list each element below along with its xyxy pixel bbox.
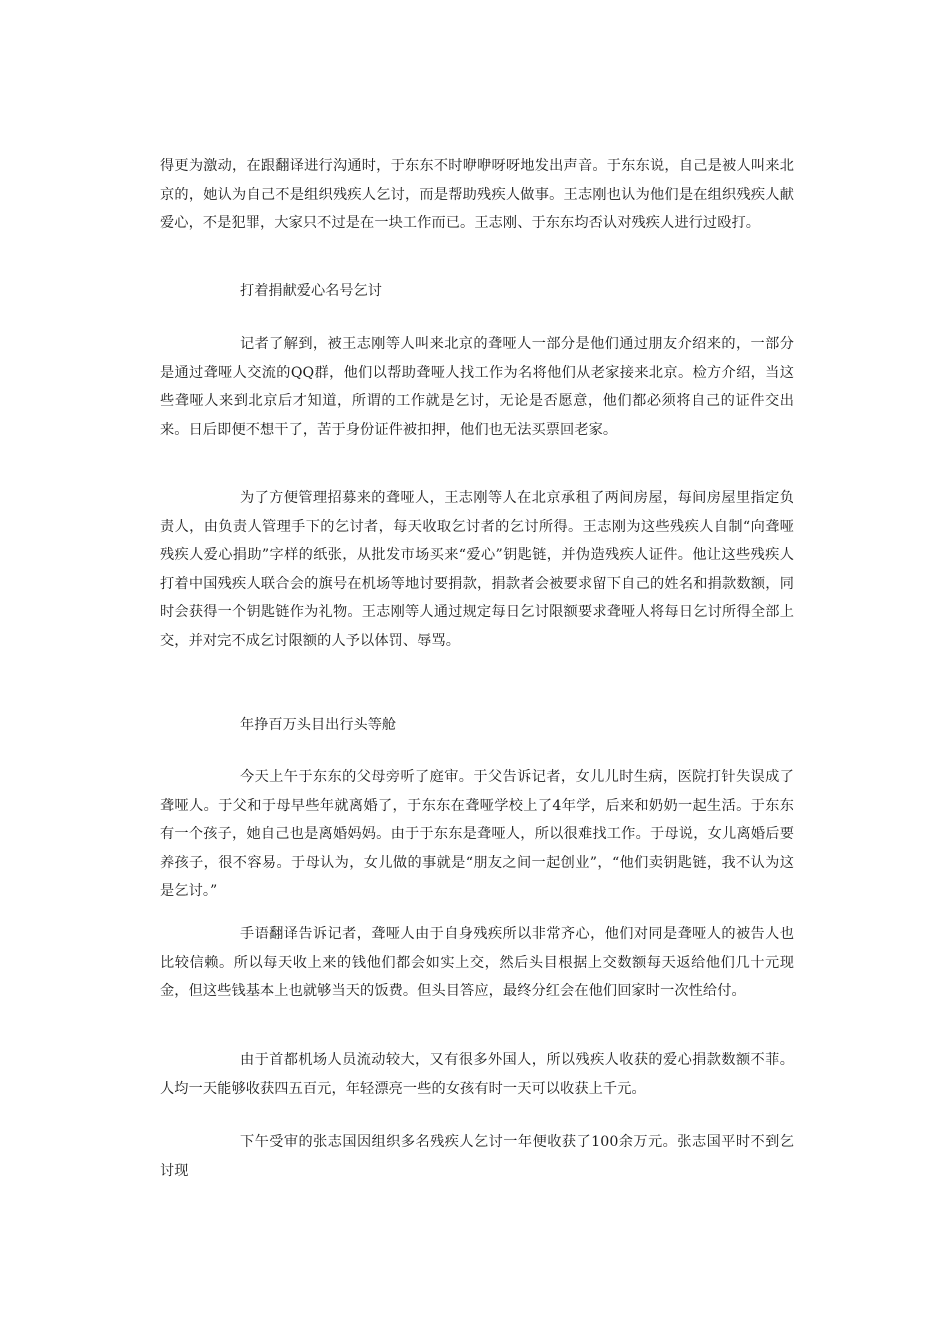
paragraph-6: 由于首都机场人员流动较大，又有很多外国人，所以残疾人收获的爱心捐款数额不菲。人均一天能够收获四五百元，年轻漂亮一些的女孩有时一天可以收获上千元。 xyxy=(160,1052,794,1097)
paragraph-3: 为了方便管理招募来的聋哑人，王志刚等人在北京承租了两间房屋，每间房屋里指定负责人，由负责人管理手下的乞讨者，每天收取乞讨者的乞讨所得。王志刚为这些残疾人自制“向聋哑残疾人爱心捐助”字样的纸张，从批发市场买来“爱心”钥匙链，并伪造残疾人证件。他让这些残疾人打着中国残疾人联合会的旗号在机场等地讨要捐款，捐款者会被要求留下自己的姓名和捐款数额，同时会获得一个钥匙链作为礼物。王志刚等人通过规定每日乞讨限额要求聋哑人将每日乞讨所得全部上交，并对完不成乞讨限额的人予以体罚、辱骂。 xyxy=(160,490,794,649)
section-heading-2: 年挣百万头目出行头等舱 xyxy=(240,717,397,733)
section-heading-1: 打着捐献爱心名号乞讨 xyxy=(240,283,382,299)
paragraph-5: 手语翻译告诉记者，聋哑人由于自身残疾所以非常齐心，他们对同是聋哑人的被告人也比较信赖。所以每天收上来的钱他们都会如实上交，然后头目根据上交数额每天返给他们几十元现金，但这些钱基本上也就够当天的饭费。但头目答应，最终分红会在他们回家时一次性给付。 xyxy=(160,926,794,1000)
paragraph-4: 今天上午于东东的父母旁听了庭审。于父告诉记者，女儿儿时生病，医院打针失误成了聋哑人。于父和于母早些年就离婚了，于东东在聋哑学校上了4年学，后来和奶奶一起生活。于东东有一个孩子，她自己也是离婚妈妈。由于于东东是聋哑人，所以很难找工作。于母说，女儿离婚后要养孩子，很不容易。于母认为，女儿做的事就是“朋友之间一起创业”，“他们卖钥匙链，我不认为这是乞讨。” xyxy=(160,769,794,900)
paragraph-7: 下午受审的张志国因组织多名残疾人乞讨一年便收获了100余万元。张志国平时不到乞讨现 xyxy=(160,1134,794,1179)
paragraph-1: 得更为激动，在跟翻译进行沟通时，于东东不时咿咿呀呀地发出声音。于东东说，自己是被人叫来北京的，她认为自己不是组织残疾人乞讨，而是帮助残疾人做事。王志刚也认为他们是在组织残疾人献爱心，不是犯罪，大家只不过是在一块工作而已。王志刚、于东东均否认对残疾人进行过殴打。 xyxy=(160,158,794,232)
paragraph-2: 记者了解到，被王志刚等人叫来北京的聋哑人一部分是他们通过朋友介绍来的，一部分是通过聋哑人交流的QQ群，他们以帮助聋哑人找工作为名将他们从老家接来北京。检方介绍，当这些聋哑人来到北京后才知道，所谓的工作就是乞讨，无论是否愿意，他们都必须将自己的证件交出来。日后即便不想干了，苦于身份证件被扣押，他们也无法买票回老家。 xyxy=(160,336,794,438)
